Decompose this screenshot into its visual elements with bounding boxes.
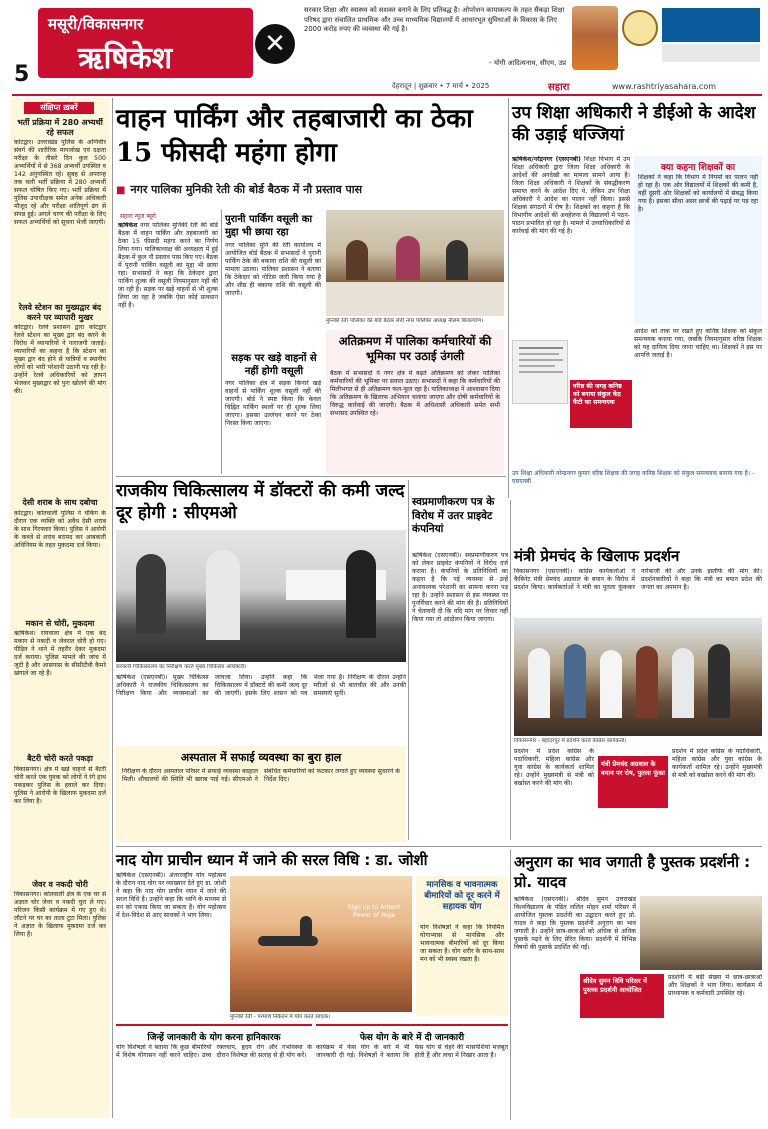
deo-inset [570,380,632,428]
deo-headline: उप शिक्षा अधिकारी ने डीईओ के आदेश की उड़ाई धज्जियां [512,103,756,145]
road-body: नगर पालिका क्षेत्र में सड़क किनारे खड़े वाहनों से पार्किंग शुल्क वसूली नहीं की जाएगी। बोर्ड ने स्पष्ट किया कि केवल चिह्नित पार्किंग स्थलों पर ही शुल्क लिया जाएगा। इसका उल्लंघन करने पर ठेका निरस्त किया जाएगा। [225,380,321,427]
lead-byline: सहारा न्यूज ब्यूरो [120,213,156,220]
page-number: 5 [14,62,30,87]
lead-headline: वाहन पार्किंग और तहबाजारी का ठेका 15 फीसदी महंगा होगा [116,104,473,168]
deo-quote-body: शिक्षकों ने कहा कि विभाग में नियमों का पालन नहीं हो रहा है। एक ओर विद्यालयों में शिक्षकों की कमी है, वहीं दूसरी ओर शिक्षकों को कार्यालयों में संबद्ध किया गया है। इसका सीधा असर छात्रों की पढ़ाई पर पड़ रहा है। [638,174,758,213]
bottom-box-1-title: जिन्हें जानकारी के योग करना हानिकारक [147,1033,281,1043]
lead-photo-caption: मुनिकी रेती पालिका की बोर्ड बैठक लेती नगर पालिका अध्यक्ष नीलम बिजल्वाण। [326,318,484,324]
paper-name: सहारा [548,82,570,93]
books-photo [640,896,762,970]
brief-title: जेवर व नकदी चोरी [32,879,88,889]
brief-header: संक्षिप्त ख़बरें [24,102,94,114]
brief-title: भर्ती प्रक्रिया में 280 अभ्यर्थी रहे सफल [17,118,103,137]
bottom-box-2-title: फेस योग के बारे में दी जानकारी [359,1033,465,1043]
date-line: देहरादून | शुक्रवार • 7 मार्च • 2025 [392,82,490,90]
yoga-box-title: मानसिक व भावनात्मक बीमारियों को दूर करने में सहायक योग [424,880,500,912]
brief-title: बैटरी चोरी करते पकड़ा [27,754,93,763]
protest-inset-label: मंत्री प्रेमचंद अग्रवाल के बयान पर रोष, पुतला फूंका [601,760,665,777]
brief-item [14,754,106,876]
encroach-body: बैठक में सभासदों ने नगर क्षेत्र में बढ़ते अतिक्रमण को लेकर पालिका कर्मचारियों की भूमिका पर सवाल उठाए। सभासदों ने कहा कि कर्मचारियों की मिलीभगत से ही अतिक्रमण फल-फूल रहा है। पालिकाध्यक्ष ने आश्वासन दिया कि अतिक्रमण के खिलाफ अभियान चलाया जाएगा और दोषी कर्मचारियों के विरुद्ध कार्रवाई की जाएगी। बैठक में अधिशासी अधिकारी समेत सभी सभासद उपस्थित रहे। [330,370,500,417]
brief-title: देसी शराब के साथ दबोचा [22,498,98,507]
deo-side-body: आदेश को ताक पर रखते हुए कनिष्ठ शिक्षक को संकुल समन्वयक बनाया गया, जबकि नियमानुसार वरिष्ठ शिक्षक को यह दायित्व दिया जाना चाहिए था। शिक्षकों ने इस पर आपत्ति जताई है। [634,328,762,359]
yoga-photo [230,876,412,1012]
yoga-ad-text: Sign up to Ardent Power of Yoga [347,904,401,919]
protest-photo-caption: विकासनगर - बहादरपुर में प्रदर्शन करते कांग्रेस कार्यकर्ता। [514,738,627,744]
yoga-box [416,876,508,1016]
meeting-photo [326,210,504,316]
protest-body: विकासनगर (एसएनबी)। कांग्रेस कार्यकर्ताओं ने कैबिनेट मंत्री प्रेमचंद अग्रवाल के बयान के विरोध में प्रदर्शन किया। कार्यकर्ताओं ने मंत्री का पुतला फूंककर नारेबाजी की और उनके इस्तीफे की मांग की। प्रदर्शनकारियों ने कहा कि मंत्री का बयान प्रदेश की जनता का अपमान है। [514,568,762,591]
bottom-box-2-body: कार्यक्रम में फेस योग के बारे में भी जानकारी दी गई। विशेषज्ञों ने बताया कि फेस योग से चेहरे की मांसपेशियां मजबूत होती हैं और त्वचा में निखार आता है। [316,1044,508,1059]
hospital-headline: राजकीय चिकित्सालय में डॉक्टरों की कमी जल्द दूर होगी : सीएमओ [116,481,405,523]
city-title: ऋषिकेश [78,41,173,76]
yoga-headline: नाद योग प्राचीन ध्यान में जाने की सरल विधि : डा. जोशी [116,851,428,869]
brief-body: कोटद्वार। कोतवाली पुलिस ने चेकिंग के दौरान एक व्यक्ति को अवैध देसी शराब के साथ गिरफ्तार किया। पुलिस ने आरोपी के कब्जे से शराब बरामद कर आबकारी अधिनियम के तहत मुकदमा दर्ज किया। [14,509,106,549]
brief-list [14,118,106,1114]
document-photo [512,340,568,404]
deo-bottom-note: उप शिक्षा अधिकारी नरेन्द्रनगर कुमार वरिष्ठ शिक्षक की जगह कनिष्ठ शिक्षक को संकुल समन्वयक बनाया गया है। - एसएनबी [512,470,755,485]
books-inset [580,974,664,1018]
yoga-box-body: योग विशेषज्ञों ने कहा कि नियमित योगाभ्यास से मानसिक और भावनात्मक बीमारियों को दूर किया जा सकता है। योग शरीर के साथ-साथ मन को भी स्वस्थ रखता है। [420,924,504,963]
deo-body-text: शिक्षा विभाग में उप शिक्षा अधिकारी द्वारा जिला शिक्षा अधिकारी के आदेशों की अनदेखी का मामला सामने आया है। जिला शिक्षा अधिकारी ने शिक्षकों के संबद्धीकरण समाप्त करने के आदेश दिए थे, लेकिन उप शिक्षा अधिकारी ने आदेश का पालन नहीं किया। इससे शिक्षक संगठनों में रोष है। शिक्षकों का कहना है कि विभागीय आदेशों की अवहेलना से विद्यालयों में पठन-पाठन प्रभावित हो रहा है। मामले में उच्चाधिकारियों से कार्रवाई की मांग की गई है। [512,156,630,235]
yoga-body: ऋषिकेश (एसएनबी)। अंतरराष्ट्रीय योग महोत्सव के दौरान नाद योग पर व्याख्यान देते हुए डा. जोशी ने कहा कि नाद योग प्राचीन ध्यान में जाने की सरल विधि है। उन्होंने कहा कि ध्वनि के माध्यम से मन को एकाग्र किया जा सकता है। योग महोत्सव में देश-विदेश से आए साधकों ने भाग लिया। [116,872,226,919]
brief-column [10,98,110,1118]
books-body: ऋषिकेश (एसएनबी)। श्रीदेव सुमन उत्तराखंड विश्वविद्यालय के पंडित ललित मोहन शर्मा परिसर में आयोजित पुस्तक प्रदर्शनी का उद्घाटन करते हुए प्रो. यादव ने कहा कि पुस्तक प्रदर्शनी अनुराग का भाव जगाती है। उन्होंने छात्र-छात्राओं को अधिक से अधिक पुस्तकें पढ़ने के लिए प्रेरित किया। प्रदर्शनी में विभिन्न विषयों की पुस्तकें प्रदर्शित की गईं। [514,896,636,951]
govt-logo [622,4,762,70]
protest-body2: प्रदर्शन में प्रदेश कांग्रेस के पदाधिकारी, महिला कांग्रेस और युवा कांग्रेस के कार्यकर्ता शामिल रहे। उन्होंने मुख्यमंत्री से मंत्री को बर्खास्त करने की मांग की। [514,748,594,787]
hospital-sub-body: निरीक्षण के दौरान अस्पताल परिसर में सफाई व्यवस्था बदहाल मिली। शौचालयों की स्थिति भी खराब पाई गई। सीएमओ ने संबंधित कर्मचारियों को फटकार लगाते हुए व्यवस्था सुधारने के निर्देश दिए। [122,768,400,783]
deo-place: ऋषिकेश/नरेंद्रनगर (एसएनबी) [512,156,581,163]
encroach-box [326,330,504,474]
masthead [0,0,768,100]
lead-body [118,222,218,472]
brief-title: रेलवे स्टेशन का मुख्यद्वार बंद करने पर व्यापारी मुखर [18,303,102,322]
deo-body [512,156,630,336]
brief-item [14,498,106,615]
brief-body: विकासनगर। कोतवाली क्षेत्र के एक घर से अज्ञात चोर जेवर व नकदी चुरा ले गए। परिजन किसी कार्यक्रम में गए हुए थे। लौटने पर घर का ताला टूटा मिला। पुलिस ने अज्ञात के खिलाफ मुकदमा दर्ज कर लिया है। [14,891,106,938]
hospital-sub-title: अस्पताल में सफाई व्यवस्था का बुरा हाल [180,751,342,764]
hospital-sub-box [116,746,406,842]
books-body2: प्रदर्शनी में बड़ी संख्या में छात्र-छात्राओं और शिक्षकों ने भाग लिया। कार्यक्रम में प्राध्यापक व कर्मचारी उपस्थित रहे। [668,974,762,997]
website: www.rashtriyasahara.com [612,82,717,91]
privatize-headline: स्वप्रमाणीकरण पत्र के विरोध में उतर प्राइवेट कंपनियां [412,496,495,535]
brief-item [14,619,106,751]
lead-side-title: पुरानी पार्किंग वसूली का मुद्दा भी छाया रहा [225,214,313,238]
brief-item [14,880,106,1012]
ad-author: - योगी आदित्यनाथ, सीएम, उप्र [489,59,566,67]
encroach-headline: अतिक्रमण में पालिका कर्मचारियों की भूमिका पर उठाई उंगली [338,334,492,363]
cm-portrait [572,6,618,70]
hospital-photo-caption: सरकारी चिकित्सालय का निरीक्षण करते मुख्य चिकित्सा अधिकारी। [116,664,247,670]
bottom-box-2 [316,1024,508,1120]
protest-headline: मंत्री प्रेमचंद के खिलाफ प्रदर्शन [514,547,680,565]
protest-photo [514,618,762,736]
ad-banner [300,4,568,70]
privatize-body: ऋषिकेश (एसएनबी)। स्वप्रमाणीकरण पत्र को लेकर प्राइवेट कंपनियों ने विरोध दर्ज कराया है। कंपनियों के प्रतिनिधियों का कहना है कि नई व्यवस्था से उन्हें अनावश्यक परेशानी का सामना करना पड़ रहा है। उन्होंने प्रशासन से इस व्यवस्था पर पुनर्विचार करने की मांग की है। प्रतिनिधियों ने चेतावनी दी कि यदि मांग पर विचार नहीं किया गया तो आंदोलन किया जाएगा। [412,552,508,623]
protest-inset [598,756,668,808]
hospital-body: ऋषिकेश (एसएनबी)। मुख्य चिकित्सा अधिकारी ने राजकीय चिकित्सालय का निरीक्षण किया और व्यवस्थाओं का जायजा लिया। उन्होंने कहा कि चिकित्सालय में डॉक्टरों की कमी जल्द दूर की जाएगी। इसके लिए शासन को पत्र भेजा गया है। निरीक्षण के दौरान उन्होंने मरीजों से भी बातचीत की और उनकी समस्याएं सुनीं। [116,674,406,697]
brief-body: कोटद्वार। उत्तराखंड पुलिस के अग्निवीर संवर्ग की शारीरिक मापजोख एवं दक्षता परीक्षा के तीसरे दिन कुल 500 अभ्यर्थियों में से 368 अभ्यर्थी उपस्थित व 142 अनुपस्थित रहे। सुबह से अपरान्ह तक चली भर्ती प्रक्रिया में 280 अभ्यर्थी सफल घोषित किए गए। भर्ती प्रक्रिया में पुलिस उपाधीक्षक समेत अनेक अधिकारी मौजूद रहे और परीक्षा शांतिपूर्ण ढंग से संपन्न हुई। अगले चरण की परीक्षा के लिए सफल अभ्यर्थियों को सूचना भेजी जाएगी। [14,139,106,226]
bullet-icon: ■ [116,185,126,196]
brief-item [14,118,106,299]
deo-quote-title: क्या कहना शिक्षकों का [660,163,736,173]
yoga-photo-caption: मुनिकी रेती - परमार्थ निकेतन में योग करते साधक। [230,1014,331,1020]
close-icon: ✕ [255,24,295,64]
hospital-photo [116,530,406,662]
deo-inset-label: वरिष्ठ की जगह कनिष्ठ को बनाया संकुल केंद्र कैंटी का समन्वयक [573,383,622,406]
lead-side-body: नगर पालिका मुनि की रेती कार्यालय में आयोजित बोर्ड बैठक में सभासदों ने पुरानी पार्किंग ठेके की बकाया राशि की वसूली का मामला उठाया। पालिका प्रशासन ने बताया कि ठेकेदार को नोटिस जारी किया गया है और शीघ्र ही बकाया राशि की वसूली की जाएगी। [225,242,321,297]
brief-title: मकान से चोरी, मुकदमा [25,618,95,628]
ad-text: सरकार शिक्षा और स्वास्थ्य को सशक्त बनाने के लिए प्रतिबद्ध है। ओपरेशन कायाकल्प के तहत सैकड़ा शिक्षा परिषद द्वारा संचालित प्राथमिक और उच्च माध्यमिक विद्यालयों में आधारभूत सुविधाओं के विकास के लिए 2000 करोड़ रुपए की व्यवस्था की गई है। [304,6,565,33]
lead-subhead: नगर पालिका मुनिकी रेती की बोर्ड बैठक में नौ प्रस्ताव पास [130,183,363,196]
edition-line: मसूरी/विकासनगर [48,15,144,33]
lead-body-text: नगर पालिका मुनिकी रेती की बोर्ड बैठक में वाहन पार्किंग और तहबाजारी का ठेका 15 फीसदी महंगा करने का निर्णय लिया गया। पालिकाध्यक्ष की अध्यक्षता में हुई बैठक में कुल नौ प्रस्ताव पास किए गए। बैठक में पुरानी पार्किंग वसूली का मुद्दा भी छाया रहा। सभासदों ने कहा कि ठेकेदार द्वारा पार्किंग शुल्क की वसूली नियमानुसार नहीं की जा रही है। सड़क पर खड़े वाहनों से भी शुल्क लिया जा रहा है जबकि ऐसा कोई प्रावधान नहीं है। [118,222,218,309]
brief-body: विकासनगर। क्षेत्र में खड़े वाहनों से बैटरी चोरी करते एक युवक को लोगों ने रंगे हाथ पकड़कर पुलिस के हवाले कर दिया। पुलिस ने आरोपी के खिलाफ मुकदमा दर्ज कर लिया है। [14,765,106,805]
books-headline: अनुराग का भाव जगाती है पुस्तक प्रदर्शनी : प्रो. यादव [514,853,751,891]
road-title: सड़क पर खड़े वाहनों से नहीं होगी वसूली [231,353,317,377]
masthead-red-block [38,8,253,78]
brief-body: ऋषिकेश। रायवाला क्षेत्र में एक बंद मकान से नकदी व जेवरात चोरी हो गए। पीड़ित ने थाने में तहरीर देकर मुकदमा दर्ज कराया। पुलिस मामले की जांच में जुटी है और आसपास के सीसीटीवी कैमरे खंगाले जा रहे हैं। [14,630,106,677]
deo-quote-box [634,156,762,324]
bottom-box-1-body: योग विशेषज्ञों ने बताया कि कुछ बीमारियों में विशेष योगासन नहीं करने चाहिए। उच्च रक्तचाप, हृदय रोग और गर्भावस्था के दौरान विशेषज्ञ की सलाह से ही योग करें। [116,1044,312,1059]
lead-subhead-row [116,178,506,196]
bottom-box-1 [116,1024,312,1120]
books-inset-label: श्रीदेव सुमन विवि परिसर में पुस्तक प्रदर्शनी आयोजित [583,977,647,994]
protest-body3: प्रदर्शन में प्रदेश कांग्रेस के पदाधिकारी, महिला कांग्रेस और युवा कांग्रेस के कार्यकर्ता शामिल रहे। उन्होंने मुख्यमंत्री से मंत्री को बर्खास्त करने की मांग की। [672,748,762,779]
brief-body: कोटद्वार। रेलवे प्रशासन द्वारा कोटद्वार रेलवे स्टेशन का मुख्य द्वार बंद करने के विरोध में व्यापारियों ने नाराजगी जताई। व्यापारियों का कहना है कि स्टेशन का मुख्य द्वार बंद होने से यात्रियों व स्थानीय लोगों को भारी परेशानी उठानी पड़ रही है। उन्होंने रेलवे अधिकारियों को ज्ञापन भेजकर मुख्यद्वार को पुनः खोलने की मांग की। [14,324,106,395]
lead-place: ऋषिकेश [118,222,138,229]
brief-item [14,303,106,494]
